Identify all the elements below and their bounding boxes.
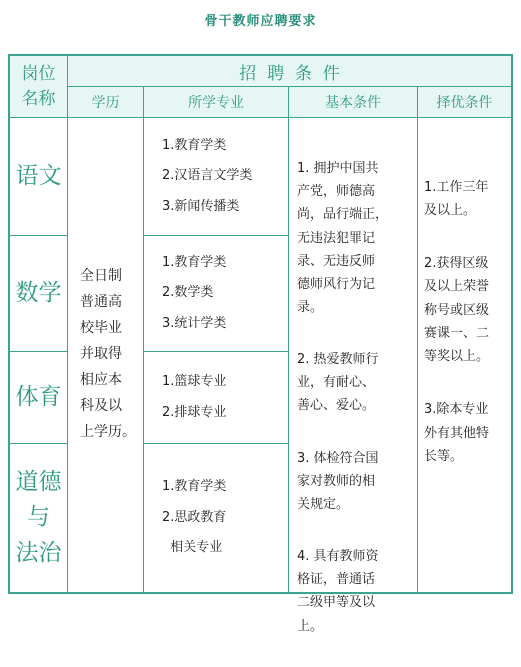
- header-preferred-text: 择优条件: [436, 95, 493, 111]
- requirements-table: [8, 54, 513, 634]
- education-text: 全日制 普通高 校毕业 并取得 相应本 科及以 上学历。: [80, 268, 136, 440]
- major-item: 2.汉语言文学类: [162, 168, 253, 184]
- header-basic-text: 基本条件: [325, 95, 381, 111]
- header-major-text: 所学专业: [188, 95, 244, 111]
- major-item: 3.统计学类: [162, 315, 227, 331]
- education-cell: [68, 118, 144, 592]
- major-cell-chinese: [144, 118, 289, 236]
- subject-pe-text: 体育: [15, 383, 62, 410]
- major-list-math: [162, 248, 226, 340]
- preferred-condition-3: 3.除本专业 外有其他特 长等。: [424, 402, 490, 464]
- major-item: 1.教育学类: [162, 137, 227, 153]
- preferred-conditions-cell: [418, 88, 511, 562]
- major-item: 1.篮球专业: [162, 373, 227, 389]
- major-cell-math: [144, 236, 289, 352]
- major-item: 2.排球专业: [162, 404, 227, 420]
- basic-conditions-cell: [289, 118, 418, 634]
- basic-condition-4: 4. 具有教师资 格证，普通话 二级甲等及以 上。: [297, 549, 379, 634]
- header-basic: [289, 87, 418, 118]
- major-list-pe: [162, 367, 226, 428]
- subject-chinese-text: 语文: [15, 162, 62, 189]
- header-recruit: [68, 56, 511, 87]
- subject-pe: [10, 352, 68, 444]
- major-item: 2.思政教育: [162, 509, 227, 525]
- page-title: 骨干教师应聘要求: [204, 14, 317, 29]
- major-cell-morality-law: [144, 444, 289, 592]
- header-education-text: 学历: [91, 95, 120, 111]
- major-item: 相关专业: [162, 540, 223, 556]
- major-cell-pe: [144, 352, 289, 444]
- basic-condition-3: 3. 体检符合国 家对教师的相 关规定。: [297, 450, 379, 512]
- major-item: 3.新闻传播类: [162, 198, 240, 214]
- header-position-name: [10, 56, 68, 118]
- major-item: 1.教育学类: [162, 254, 227, 270]
- preferred-conditions-list: [424, 152, 489, 497]
- basic-condition-1: 1. 拥护中国共 产党，师德高 尚，品行端正， 无违法犯罪记 录、无违反师 德师风行为记 录。: [297, 161, 389, 315]
- major-list-morality-law: [162, 472, 226, 564]
- subject-chinese: [10, 118, 68, 236]
- major-list-chinese: [162, 131, 252, 223]
- header-major: [144, 87, 289, 118]
- preferred-condition-2: 2.获得区级 及以上荣誉 称号或区级 赛课一、二 等奖以上。: [424, 255, 490, 365]
- basic-condition-2: 2. 热爱教师行 业，有耐心、 善心、爱心。: [297, 352, 379, 414]
- subject-morality-law-text: 道德 与 法治: [15, 468, 62, 566]
- header-position-name-text: 岗位 名称: [21, 63, 56, 109]
- major-item: 1.教育学类: [162, 479, 227, 495]
- major-item: 2.数学类: [162, 285, 214, 301]
- header-education: [68, 87, 144, 118]
- header-recruit-text: 招 聘 条 件: [239, 63, 340, 84]
- preferred-condition-1: 1.工作三年 及以上。: [424, 179, 489, 219]
- subject-math: [10, 236, 68, 352]
- subject-morality-law: [10, 444, 68, 592]
- subject-math-text: 数学: [15, 279, 62, 306]
